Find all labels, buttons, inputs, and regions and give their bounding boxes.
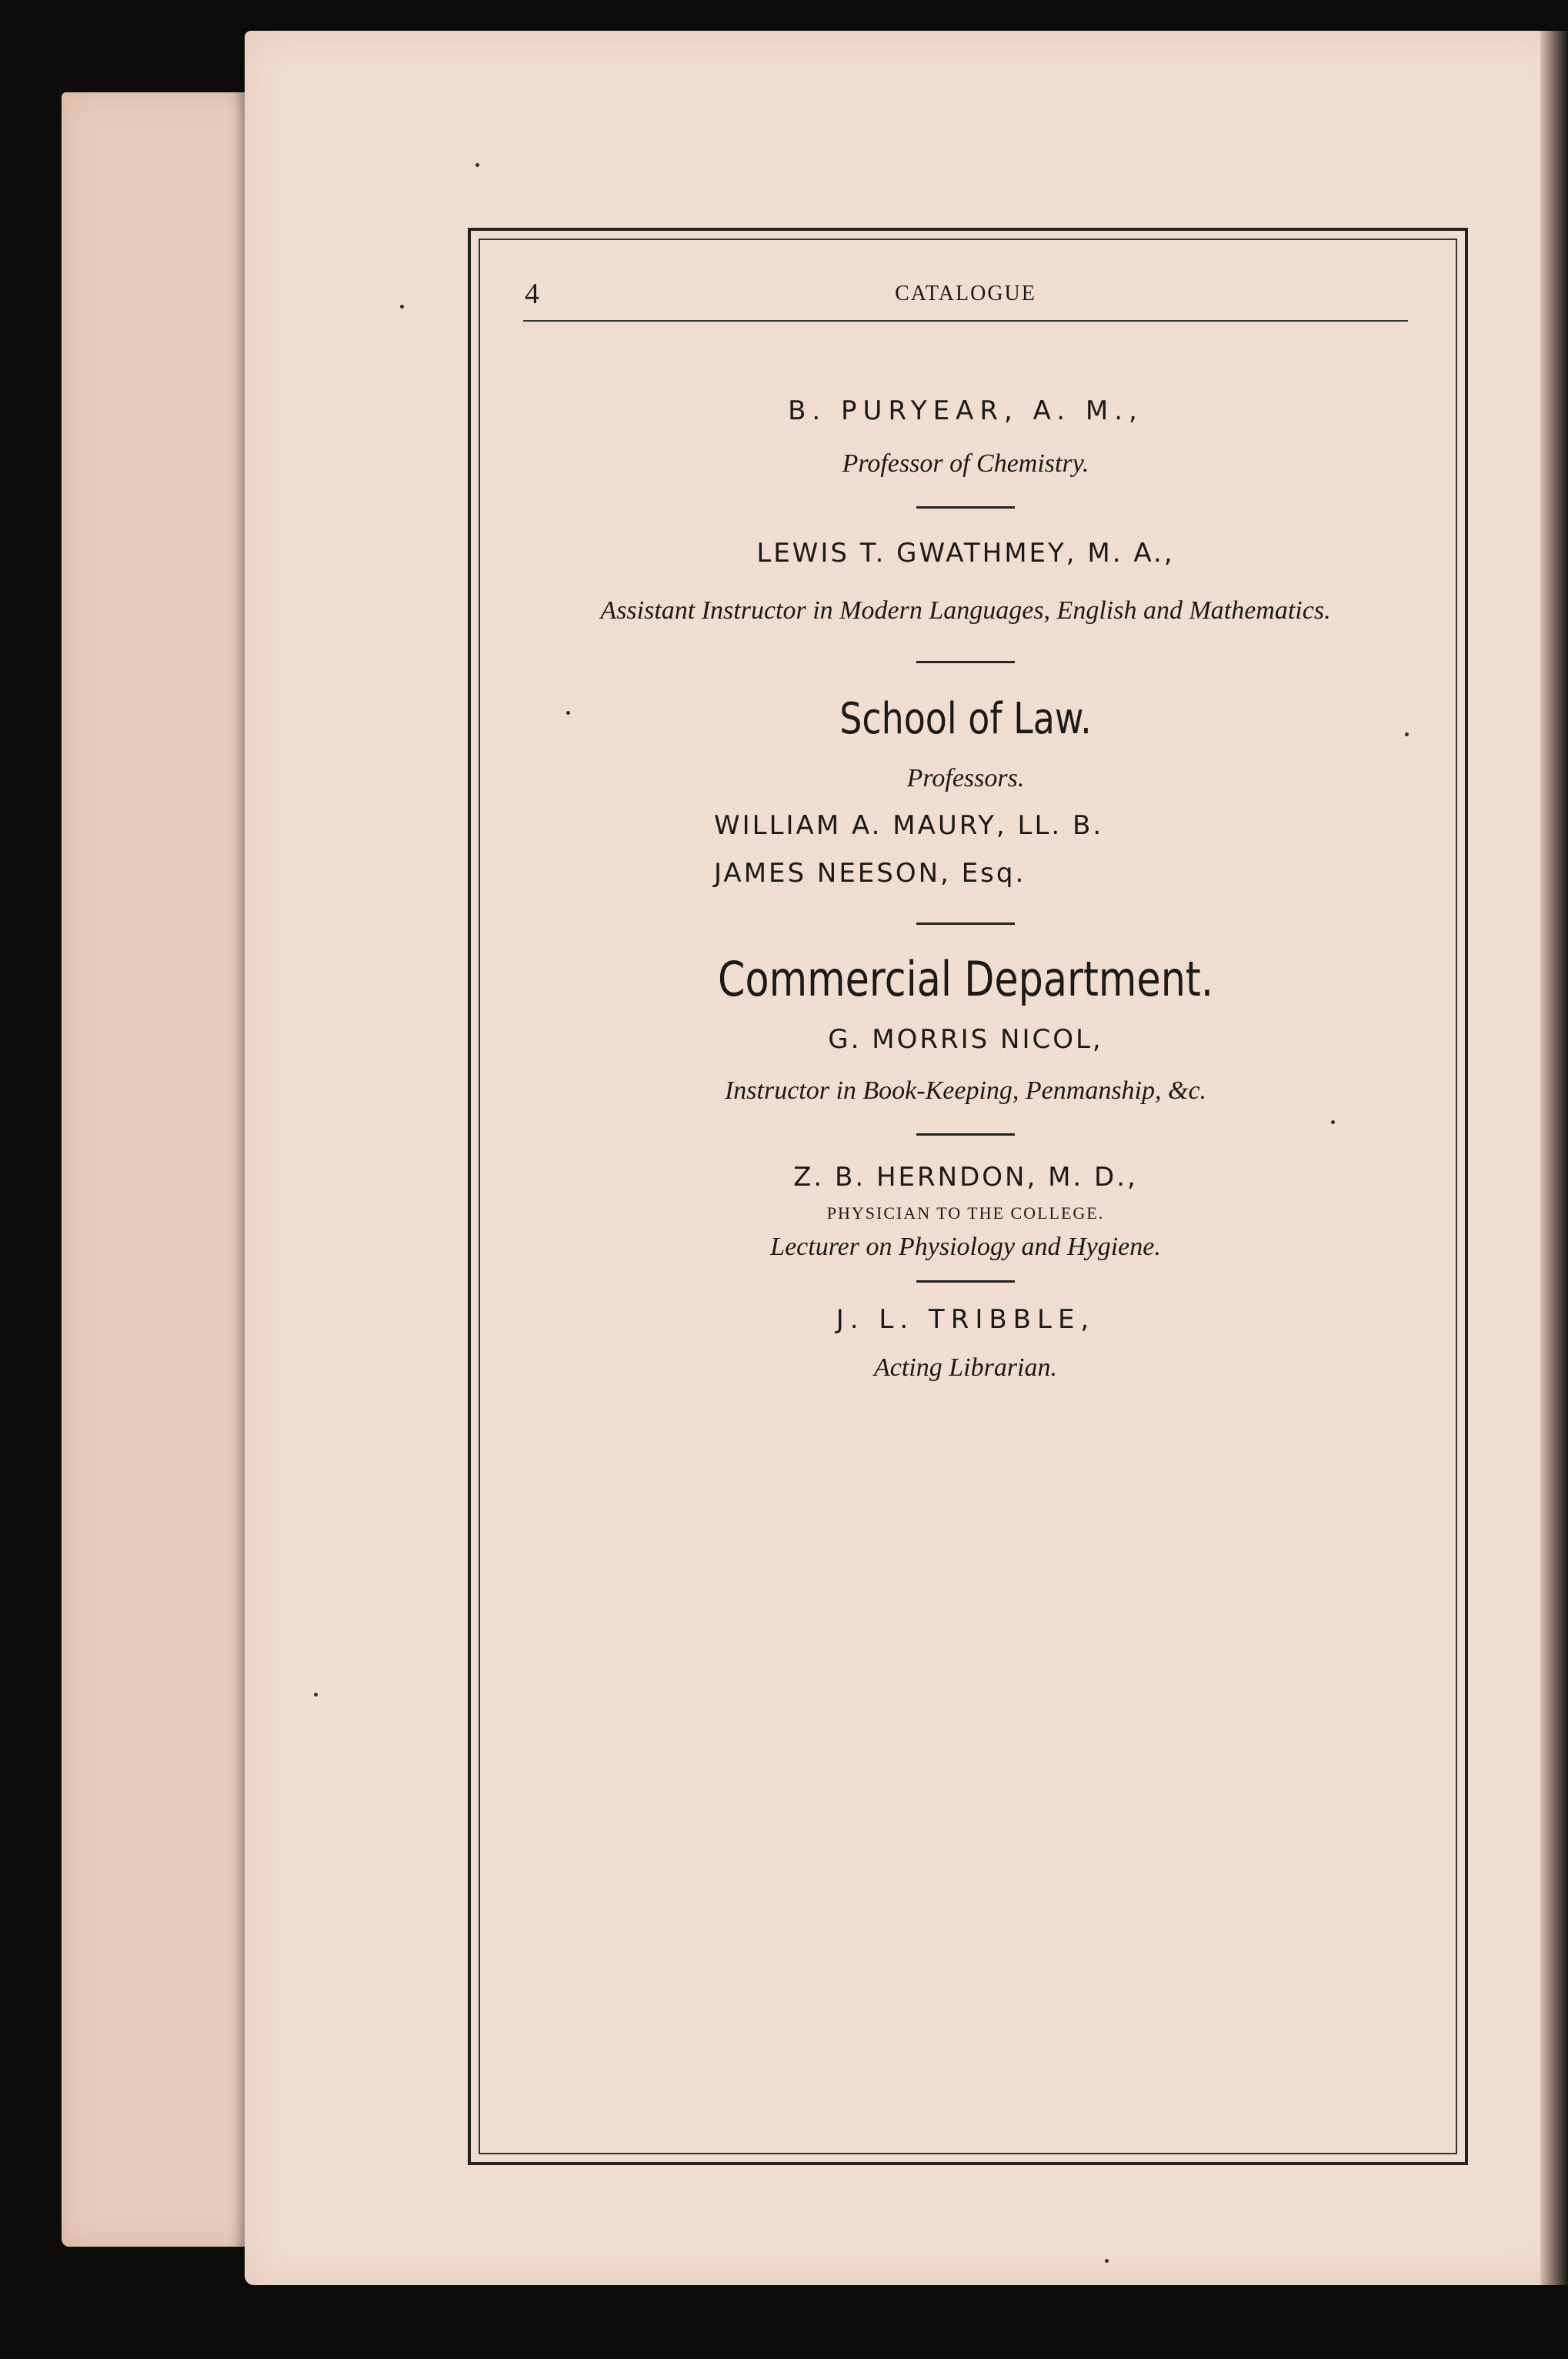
faculty-name: G. MORRIS NICOL, [828, 1024, 1103, 1055]
paper-speck [400, 305, 404, 309]
paper-speck [314, 1693, 318, 1697]
faculty-entry [523, 1304, 1408, 1383]
faculty-name: B. PURYEAR, A. M., [788, 395, 1143, 426]
commercial-department-heading: Commercial Department. [717, 951, 1214, 1007]
law-professors-list [714, 810, 1408, 889]
faculty-title: Lecturer on Physiology and Hygiene. [770, 1233, 1161, 1261]
law-school-heading: School of Law. [839, 694, 1092, 744]
running-title: CATALOGUE [895, 282, 1036, 305]
section-rule [916, 506, 1015, 509]
page-content [523, 277, 1408, 1383]
faculty-title: Professor of Chemistry. [842, 449, 1089, 478]
law-professor: WILLIAM A. MAURY, LL. B. [714, 810, 1104, 841]
faculty-title: Instructor in Book-Keeping, Penmanship, &c. [724, 1076, 1207, 1105]
faculty-entry [523, 1162, 1408, 1262]
page-number: 4 [525, 278, 539, 310]
page-edge-shadow [1540, 31, 1568, 2285]
faculty-entry [523, 1024, 1408, 1106]
faculty-title: Assistant Instructor in Modern Languages, English and Mathematics. [600, 596, 1331, 625]
faculty-entry [523, 538, 1408, 626]
faculty-entry [523, 395, 1408, 479]
faculty-title: Acting Librarian. [873, 1353, 1058, 1382]
faculty-name: Z. B. HERNDON, M. D., [793, 1162, 1138, 1193]
law-professors-subheading: Professors. [906, 764, 1025, 792]
faculty-role: PHYSICIAN TO THE COLLEGE. [826, 1203, 1105, 1223]
section-rule [916, 661, 1015, 663]
law-professor: JAMES NEESON, Esq. [714, 858, 1026, 889]
faculty-name: J. L. TRIBBLE, [836, 1304, 1096, 1335]
paper-speck [1105, 2259, 1109, 2263]
section-rule [916, 1280, 1015, 1283]
faculty-name: LEWIS T. GWATHMEY, M. A., [756, 538, 1175, 569]
section-rule [916, 1133, 1015, 1136]
paper-speck [475, 163, 479, 167]
section-rule [916, 923, 1015, 925]
running-head [523, 277, 1408, 322]
